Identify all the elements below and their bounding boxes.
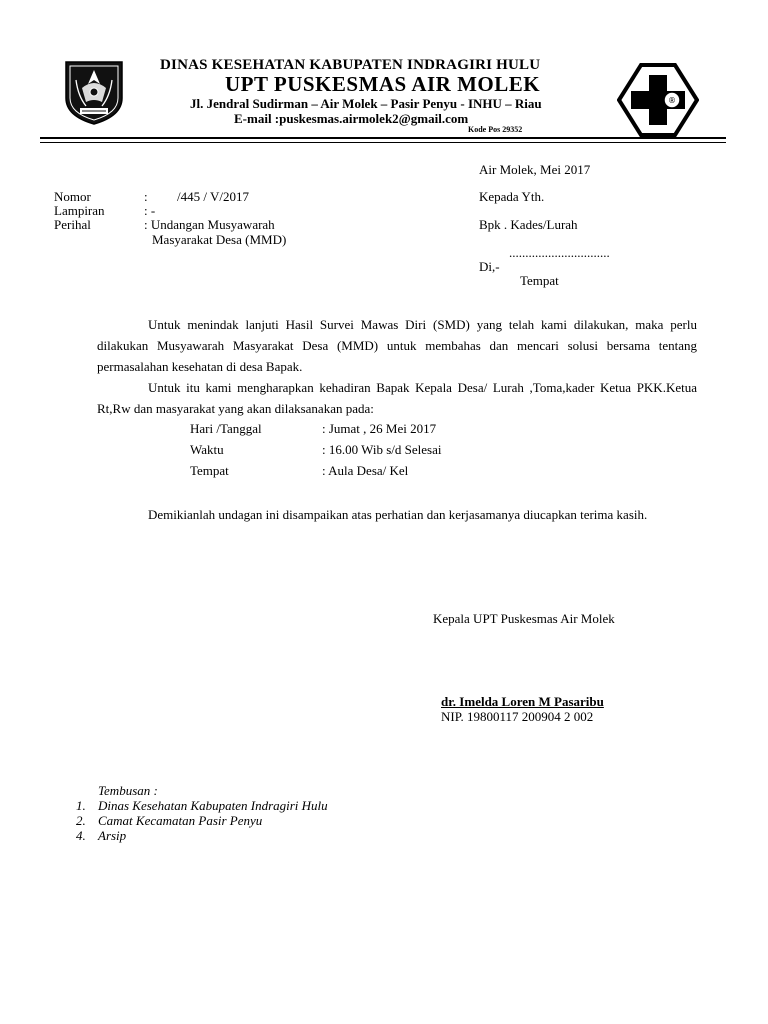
recipient-di: Di,- bbox=[479, 259, 500, 274]
recipient-line1: Kepada Yth. bbox=[479, 189, 545, 204]
nomor-value: /445 / V/2017 bbox=[177, 189, 249, 204]
postal-code: Kode Pos 29352 bbox=[468, 125, 523, 134]
closing-paragraph: Demikianlah undagan ini disampaikan atas perhatian dan kerjasamanya diucapkan terima kasih. bbox=[148, 507, 648, 522]
recipient-dots: ............................... bbox=[509, 245, 610, 260]
registered-mark: ® bbox=[668, 96, 676, 105]
cc-item-number: 1. bbox=[76, 798, 86, 813]
lampiran-label: Lampiran bbox=[54, 203, 105, 218]
perihal-label: Perihal bbox=[54, 217, 91, 232]
date-line: Air Molek, Mei 2017 bbox=[479, 162, 591, 177]
letterhead-email: E-mail :puskesmas.airmolek2@gmail.com bbox=[234, 111, 469, 126]
detail-date-label: Hari /Tanggal bbox=[190, 421, 262, 436]
nomor-label: Nomor bbox=[54, 189, 91, 204]
detail-time-label: Waktu bbox=[190, 442, 224, 457]
agency-name: DINAS KESEHATAN KABUPATEN INDRAGIRI HULU bbox=[160, 57, 541, 73]
recipient-line2: Bpk . Kades/Lurah bbox=[479, 217, 578, 232]
cc-heading: Tembusan : bbox=[98, 783, 158, 798]
cc-item-number: 2. bbox=[76, 813, 86, 828]
signatory-name: dr. Imelda Loren M Pasaribu bbox=[441, 694, 604, 709]
letterhead-address: Jl. Jendral Sudirman – Air Molek – Pasir Penyu - INHU – Riau bbox=[190, 96, 542, 111]
cc-item-text: Camat Kecamatan Pasir Penyu bbox=[98, 813, 263, 828]
detail-date-value: : Jumat , 26 Mei 2017 bbox=[322, 421, 437, 436]
regency-emblem-logo bbox=[60, 58, 128, 126]
recipient-tempat: Tempat bbox=[520, 273, 559, 288]
unit-name: UPT PUSKESMAS AIR MOLEK bbox=[225, 72, 541, 96]
perihal-value-line2: Masyarakat Desa (MMD) bbox=[152, 232, 287, 247]
cc-item-text: Arsip bbox=[98, 828, 127, 843]
health-cross-logo bbox=[617, 63, 699, 137]
lampiran-value: : - bbox=[144, 203, 156, 218]
nomor-colon: : bbox=[144, 189, 148, 204]
letterhead-rule-thick bbox=[40, 137, 726, 139]
cc-item-number: 4. bbox=[76, 828, 86, 843]
cc-item-text: Dinas Kesehatan Kabupaten Indragiri Hulu bbox=[98, 798, 328, 813]
perihal-value-line1: : Undangan Musyawarah bbox=[144, 217, 275, 232]
detail-place-label: Tempat bbox=[190, 463, 229, 478]
signatory-nip: NIP. 19800117 200904 2 002 bbox=[441, 709, 594, 724]
body-paragraph-1: Untuk menindak lanjuti Hasil Survei Mawas Diri (SMD) yang telah kami dilakukan, maka perlu dilakukan Musyawarah Masyarakat Desa (MMD) untuk membahas dan mencari solusi bersama tentang permasalahan kesehatan di desa Bapak. bbox=[97, 317, 697, 374]
detail-time-value: : 16.00 Wib s/d Selesai bbox=[322, 442, 442, 457]
detail-place-value: : Aula Desa/ Kel bbox=[322, 463, 409, 478]
letterhead-rule-thin bbox=[40, 142, 726, 143]
body-paragraph-2: Untuk itu kami mengharapkan kehadiran Bapak Kepala Desa/ Lurah ,Toma,kader Ketua PKK.Ketua Rt,Rw dan masyarakat yang akan dilaksanakan pada: bbox=[97, 380, 697, 416]
signature-title: Kepala UPT Puskesmas Air Molek bbox=[433, 611, 615, 626]
